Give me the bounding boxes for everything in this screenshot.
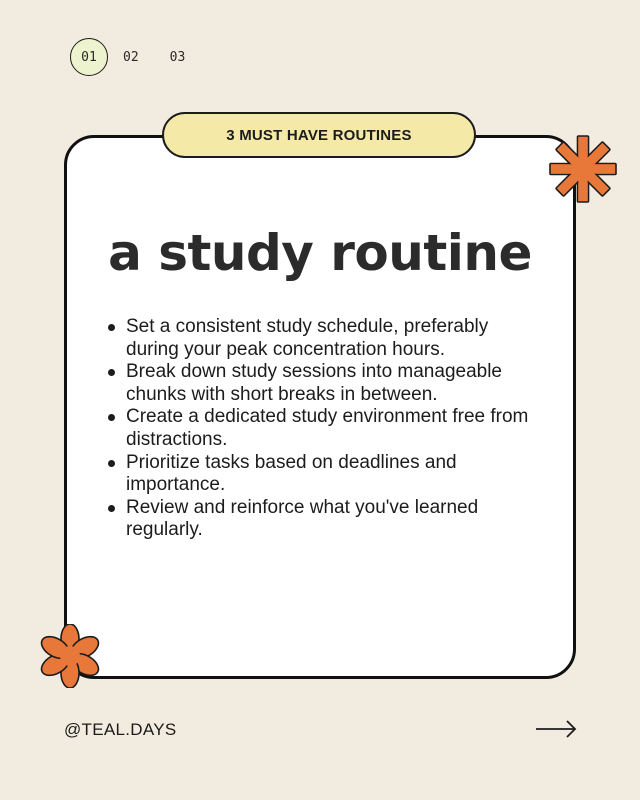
tip-item: Break down study sessions into manageable chunks with short breaks in between. — [104, 361, 544, 406]
page-number-2[interactable]: 02 — [123, 49, 139, 65]
tip-item: Set a consistent study schedule, preferably during your peak concentration hours. — [104, 316, 544, 361]
card-title: a study routine — [108, 224, 532, 282]
asterisk-icon — [548, 134, 618, 204]
routines-badge-label: 3 MUST HAVE ROUTINES — [226, 126, 412, 144]
account-handle: @TEAL.DAYS — [64, 720, 177, 739]
page-number-3[interactable]: 03 — [169, 49, 186, 65]
flower-icon — [38, 624, 102, 688]
tip-item: Create a dedicated study environment free from distractions. — [104, 406, 544, 451]
tip-item: Prioritize tasks based on deadlines and importance. — [104, 452, 544, 497]
page-indicator — [70, 38, 185, 76]
arrow-right-icon[interactable] — [534, 718, 578, 740]
routine-tips-list — [104, 316, 544, 542]
routines-badge — [162, 112, 476, 158]
page-number-1[interactable]: 01 — [70, 38, 108, 76]
tip-item: Review and reinforce what you've learned regularly. — [104, 497, 544, 542]
